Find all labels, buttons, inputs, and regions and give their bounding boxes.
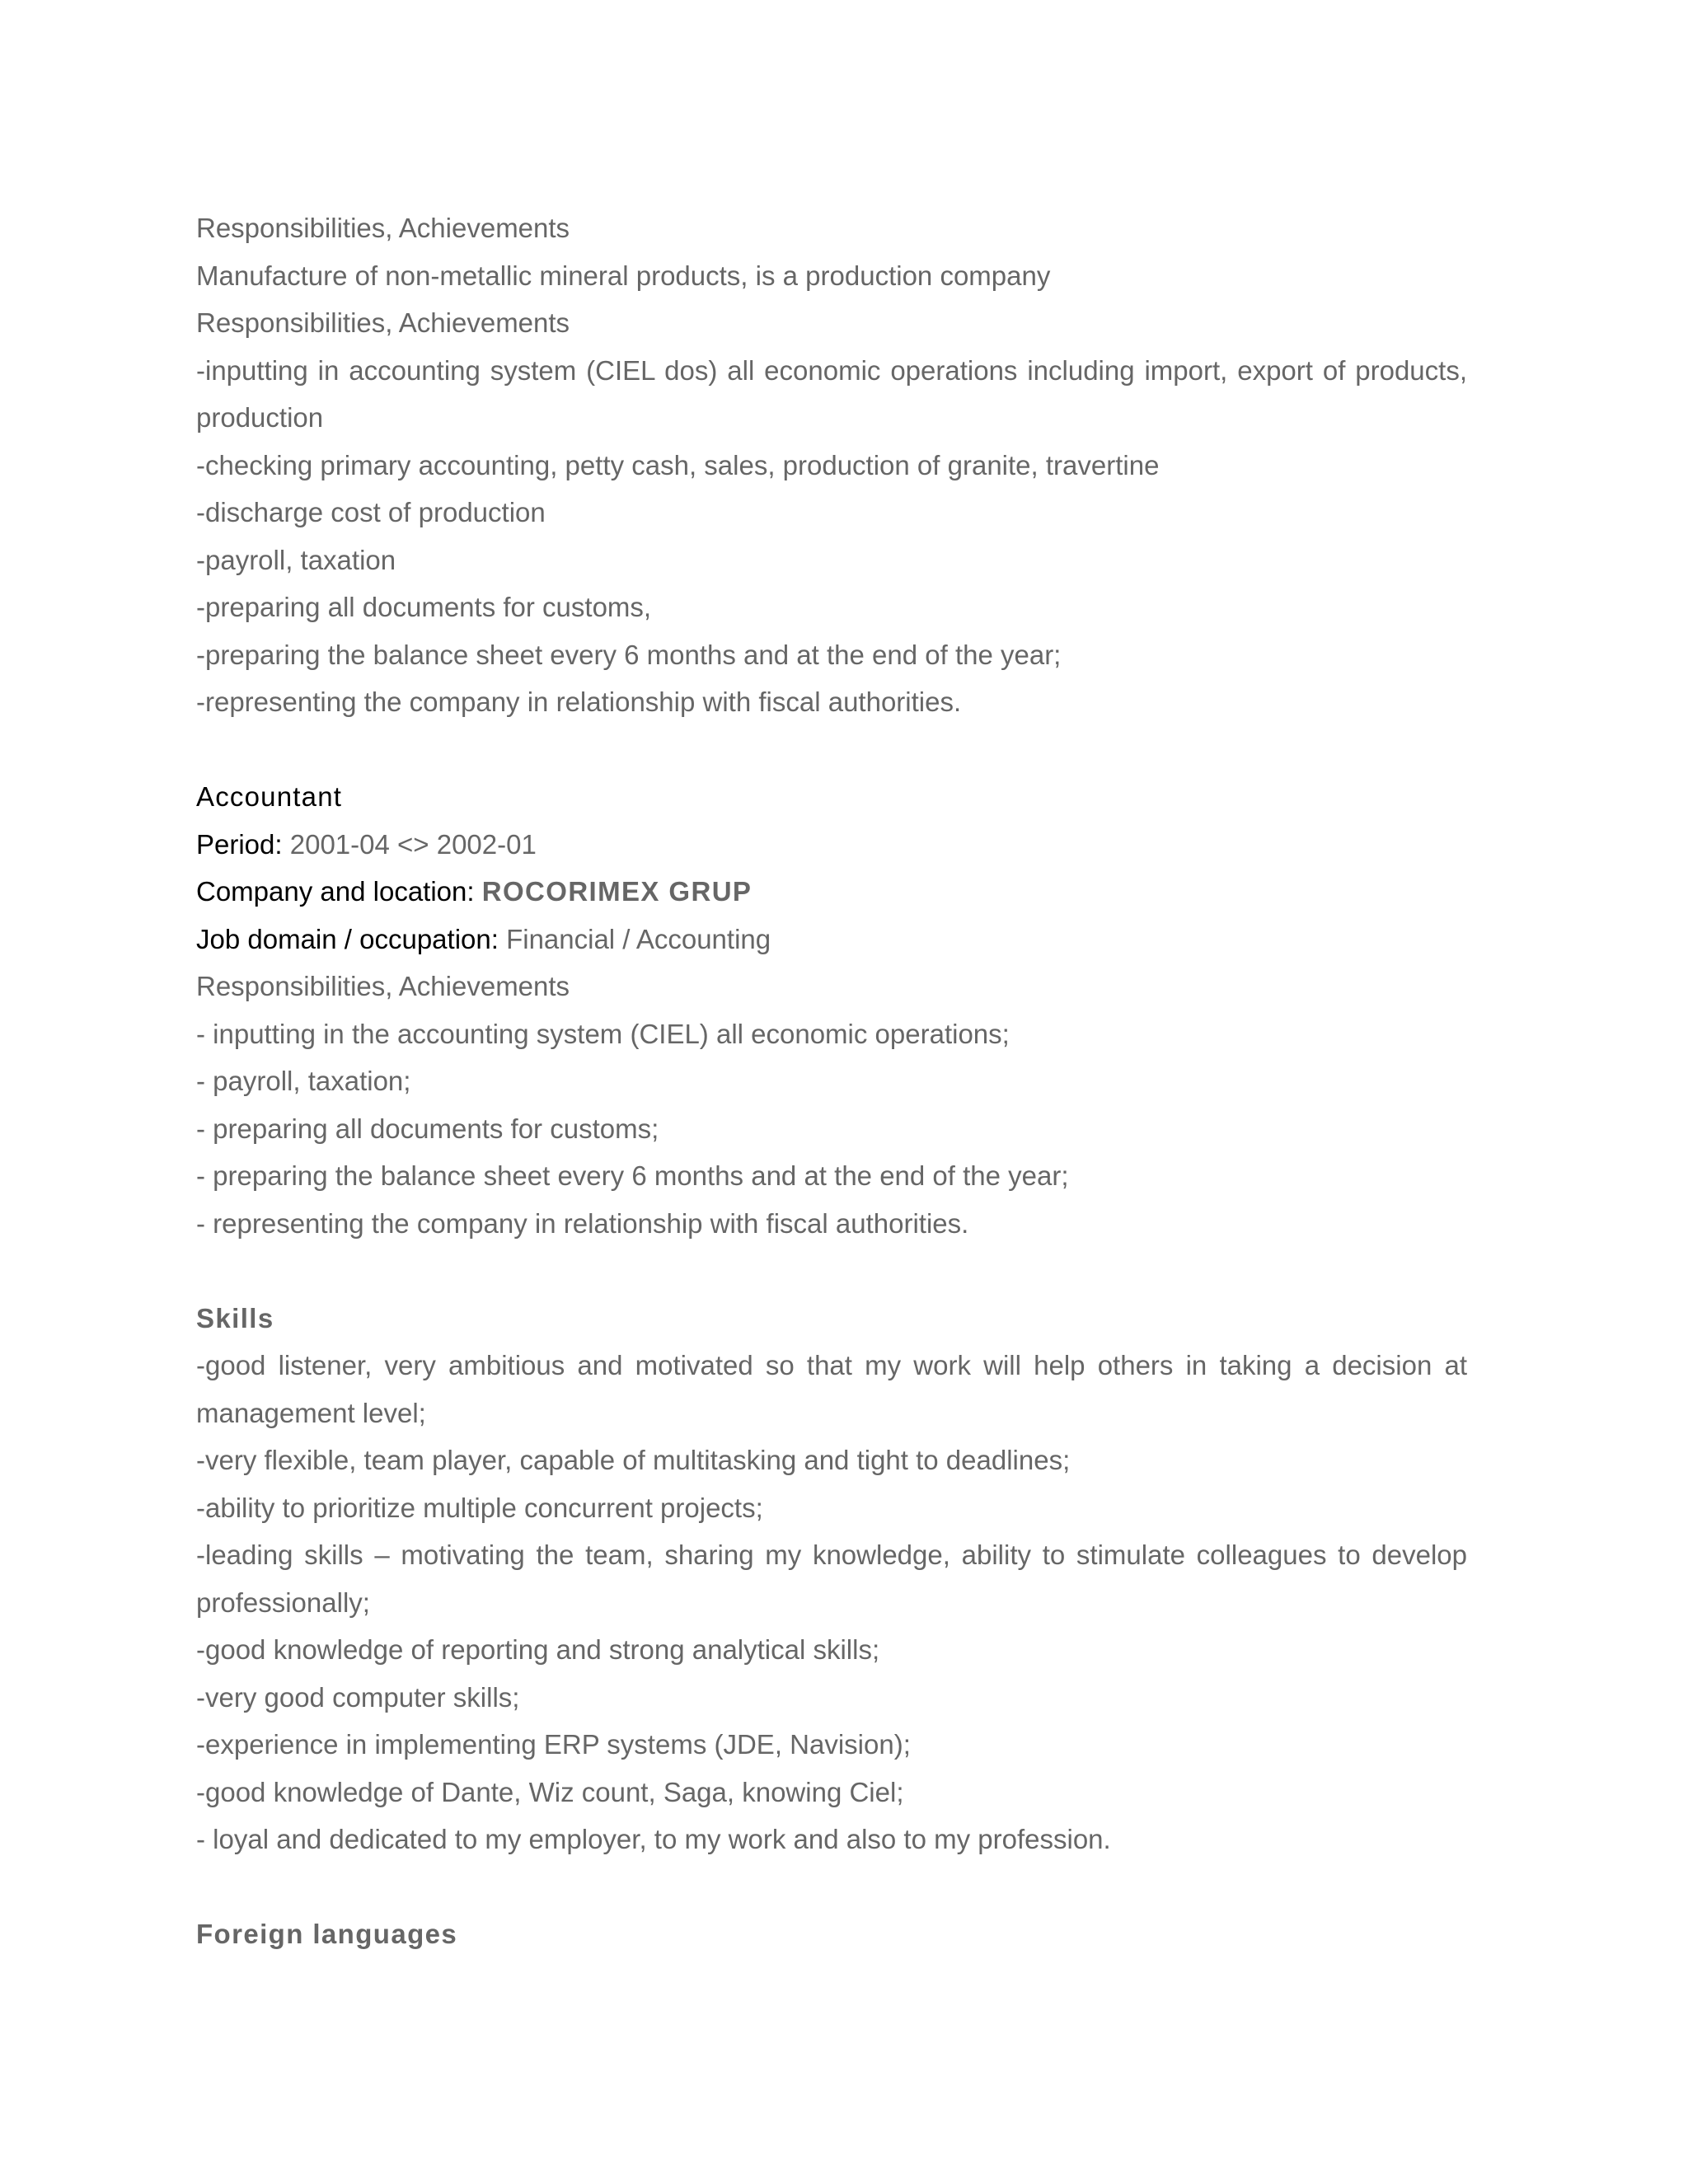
responsibility-item: -discharge cost of production [196,497,546,527]
job-domain-value: Financial / Accounting [506,923,771,954]
section-spacer [196,1247,1467,1295]
skill-item: -good knowledge of reporting and strong analytical skills; [196,1634,880,1665]
company-description: Manufacture of non-metallic mineral products, is a production company [196,260,1051,291]
responsibility-item: - payroll, taxation; [196,1066,411,1096]
skill-item: -leading skills – motivating the team, sharing my knowledge, ability to stimulate colleagues to develop professionally; [196,1540,1467,1618]
responsibility-item: -preparing all documents for customs, [196,592,652,622]
section-spacer [196,1863,1467,1911]
period-row [196,821,1467,869]
responsibility-item: - inputting in the accounting system (CIEL) all economic operations; [196,1018,1010,1049]
period-value: 2001-04 <> 2002-01 [289,828,537,860]
languages-heading: Foreign languages [196,1919,458,1949]
company-name: ROCORIMEX GRUP [481,876,753,907]
skill-item: -ability to prioritize multiple concurrent projects; [196,1492,763,1523]
responsibility-item: - representing the company in relationship with fiscal authorities. [196,1207,969,1239]
responsibilities-label: Responsibilities, Achievements [196,971,570,1001]
accountant-job-section [196,773,1467,1247]
skills-section [196,1295,1467,1863]
job-title: Accountant [196,781,343,812]
skill-item: -good listener, very ambitious and motivated so that my work will help others in taking a decision at management level; [196,1350,1467,1428]
responsibility-item: -checking primary accounting, petty cash, sales, production of granite, travertine [196,449,1160,480]
job-domain-label: Job domain / occupation: [196,923,499,954]
skill-item: -experience in implementing ERP systems (JDE, Navision); [196,1729,911,1760]
responsibilities-label: Responsibilities, Achievements [196,307,570,338]
responsibility-item: -inputting in accounting system (CIEL dos) all economic operations including import, export of products, production [196,354,1467,433]
previous-job-section [196,204,1467,726]
responsibilities-label: Responsibilities, Achievements [196,213,570,243]
skill-item: -very flexible, team player, capable of multitasking and tight to deadlines; [196,1445,1071,1475]
company-row [196,868,1467,916]
skill-item: -very good computer skills; [196,1681,520,1713]
responsibility-item: - preparing the balance sheet every 6 months and at the end of the year; [196,1160,1069,1191]
job-domain-row [196,916,1467,963]
skill-item: - loyal and dedicated to my employer, to my work and also to my profession. [196,1824,1111,1854]
languages-section [196,1910,1467,1958]
section-spacer [196,726,1467,774]
resume-page [196,204,1467,1958]
responsibility-item: -preparing the balance sheet every 6 months and at the end of the year; [196,639,1062,670]
responsibility-item: -representing the company in relationship with fiscal authorities. [196,687,962,717]
period-label: Period: [196,828,283,860]
skill-item: -good knowledge of Dante, Wiz count, Saga, knowing Ciel; [196,1776,904,1807]
responsibility-item: -payroll, taxation [196,544,396,575]
company-label: Company and location: [196,876,475,907]
skills-heading: Skills [196,1302,274,1333]
responsibility-item: - preparing all documents for customs; [196,1113,659,1144]
